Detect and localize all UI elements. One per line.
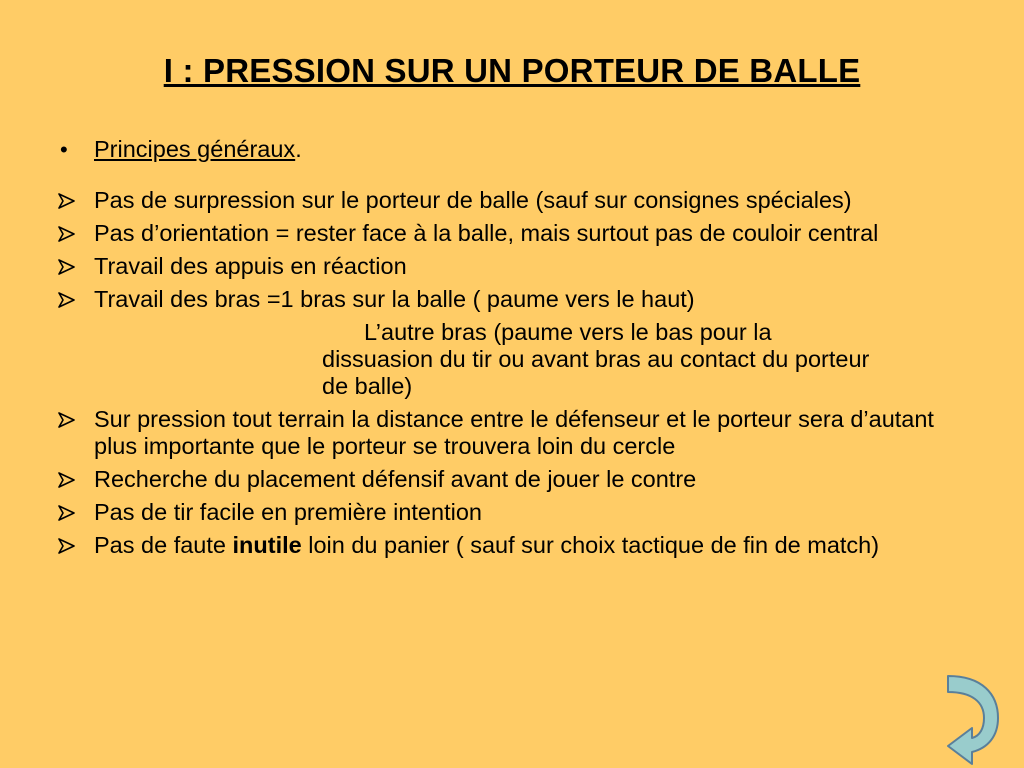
list-item — [58, 286, 958, 313]
list-item — [58, 466, 958, 493]
arrow-bullet-icon — [58, 538, 76, 554]
arrow-bullet-icon — [58, 505, 76, 521]
list-item — [58, 499, 958, 526]
list-item-text-before: Pas de faute — [94, 532, 233, 558]
heading-item — [58, 136, 958, 163]
arrow-bullet-icon — [58, 412, 76, 428]
list-item — [58, 253, 958, 280]
heading-label: Principes généraux — [94, 136, 296, 162]
list-item-text: Sur pression tout terrain la distance entre le défenseur et le porteur sera d’autant plus importante que le porteur se trouvera loin du cercle — [94, 406, 934, 459]
bullet-marker: • — [60, 137, 68, 162]
slide-content — [58, 136, 958, 559]
continuation-line-1: L’autre bras (paume vers le bas pour la — [364, 319, 772, 345]
list-item — [58, 532, 958, 559]
arrow-bullet-icon — [58, 472, 76, 488]
curved-return-arrow-icon[interactable] — [942, 672, 1002, 768]
heading-suffix: . — [295, 136, 302, 162]
arrow-bullet-icon — [58, 226, 76, 242]
list-item-text: Travail des bras =1 bras sur la balle ( paume vers le haut) — [94, 286, 695, 312]
list-item-text: Recherche du placement défensif avant de jouer le contre — [94, 466, 697, 492]
list-item — [58, 406, 958, 460]
list-item-text: Travail des appuis en réaction — [94, 253, 407, 279]
continuation-line-3: de balle) — [322, 373, 413, 399]
list-item-text: Pas d’orientation = rester face à la balle, mais surtout pas de couloir central — [94, 220, 879, 246]
arrow-bullet-icon — [58, 193, 76, 209]
arrow-bullet-icon — [58, 292, 76, 308]
list-item — [58, 187, 958, 214]
list-item-text-bold: inutile — [232, 532, 302, 558]
list-item-text: Pas de tir facile en première intention — [94, 499, 482, 525]
continuation-line-2: dissuasion du tir ou avant bras au contact du porteur — [322, 346, 870, 372]
slide-title: I : PRESSION SUR UN PORTEUR DE BALLE — [163, 52, 861, 89]
continuation-block — [58, 319, 958, 400]
list-item-text: Pas de surpression sur le porteur de balle (sauf sur consignes spéciales) — [94, 187, 852, 213]
list-item — [58, 220, 958, 247]
list-item-text-after: loin du panier ( sauf sur choix tactique de fin de match) — [301, 532, 880, 558]
arrow-bullet-icon — [58, 259, 76, 275]
